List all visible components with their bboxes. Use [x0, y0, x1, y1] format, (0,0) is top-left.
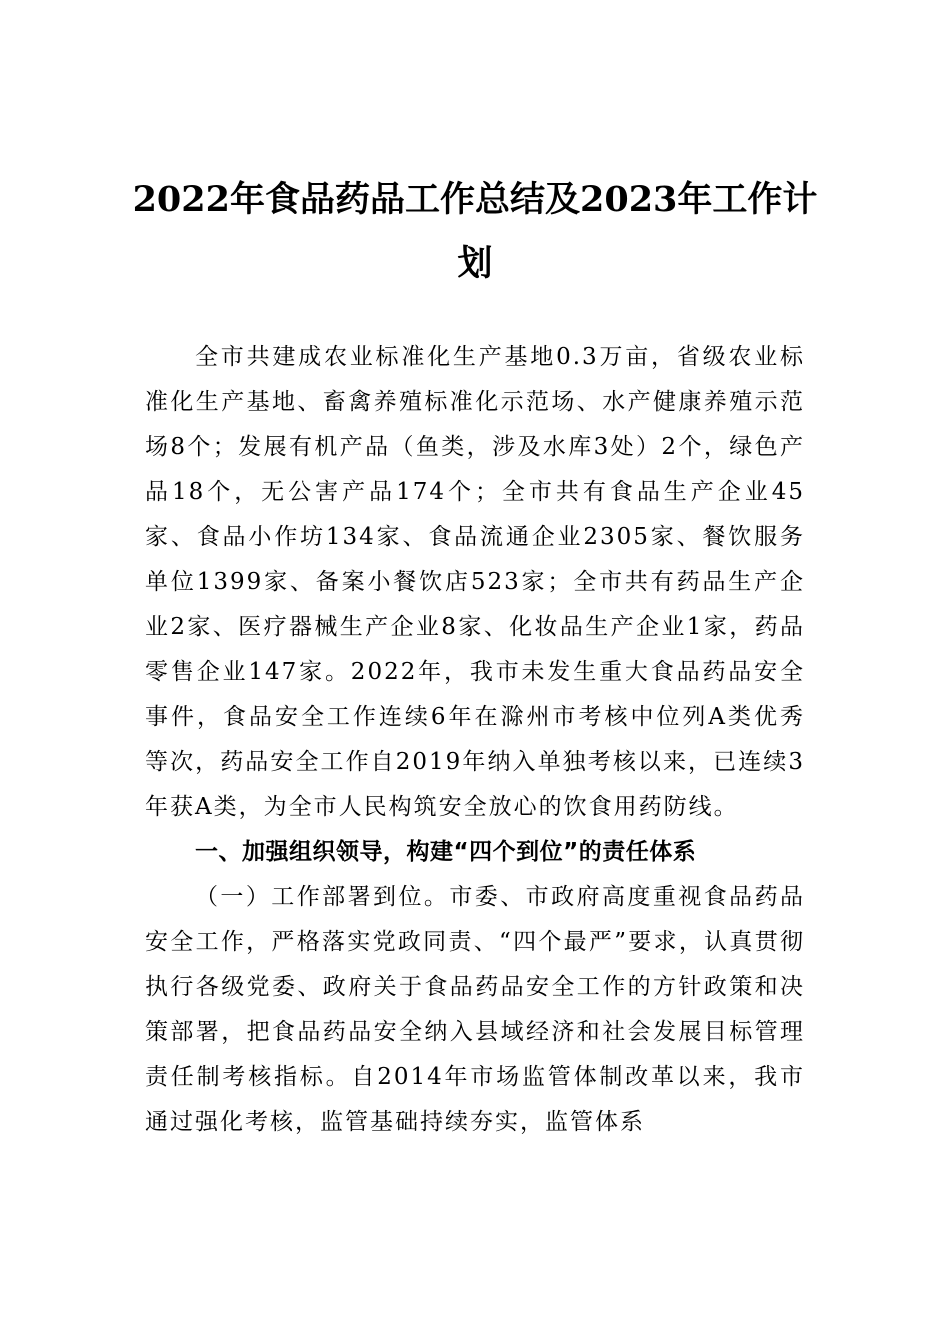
section-heading: 一、加强组织领导，构建“四个到位”的责任体系: [195, 839, 697, 865]
intro-paragraph: 全市共建成农业标准化生产基地0.3万亩，省级农业标准化生产基地、畜禽养殖标准化示范场、水产健康养殖示范场8个；发展有机产品（鱼类，涉及水库3处）2个，绿色产品18个，无公害产品174个；全市共有食品生产企业45家、食品小作坊134家、食品流通企业2305家、餐饮服务单位1399家、备案小餐饮店523家；全市共有药品生产企业2家、医疗器械生产企业8家、化妆品生产企业1家，药品零售企业147家。2022年，我市未发生重大食品药品安全事件，食品安全工作连续6年在滁州市考核中位列A类优秀等次，药品安全工作自2019年纳入单独考核以来，已连续3年获A类，为全市人民构筑安全放心的饮食用药防线。: [145, 344, 805, 820]
document-title: 2022年食品药品工作总结及2023年工作计划: [132, 179, 818, 284]
section-paragraph: （一）工作部署到位。市委、市政府高度重视食品药品安全工作，严格落实党政同责、“四个最严”要求，认真贯彻执行各级党委、政府关于食品药品安全工作的方针政策和决策部署，把食品药品安全纳入县域经济和社会发展目标管理责任制考核指标。自2014年市场监管体制改革以来，我市通过强化考核，监管基础持续夯实，监管体系: [145, 884, 805, 1135]
document-body: [145, 335, 805, 1145]
